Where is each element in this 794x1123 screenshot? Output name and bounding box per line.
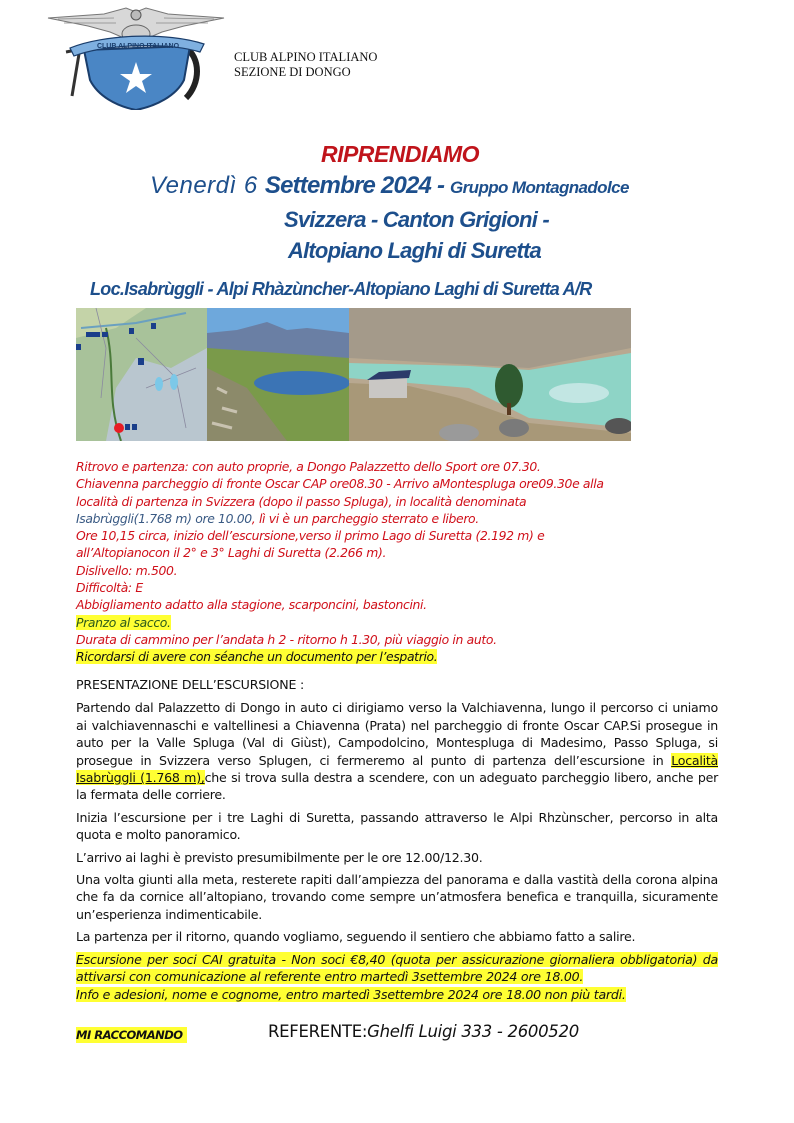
headline-text: RIPRENDIAMO bbox=[320, 141, 480, 167]
presentation-paragraph-return: La partenza per il ritorno, quando vogliamo, seguendo il sentiero che abbiamo fatto a salire. bbox=[76, 929, 636, 945]
route-map-image bbox=[76, 308, 207, 441]
turquoise-lake-hut-image bbox=[349, 308, 631, 441]
event-details bbox=[76, 458, 736, 666]
lake-valley-photo bbox=[207, 308, 349, 441]
plateau-lakes: all’Altopianocon il 2° e 3° Laghi di Suretta (2.266 m). bbox=[76, 545, 387, 561]
alpine-lake-image bbox=[207, 308, 349, 441]
start-point-highlight: Isabrùggli(1.768 m) ore 10.00 bbox=[76, 510, 252, 526]
elevation-gain: Dislivello: m.500. bbox=[76, 562, 178, 578]
photo-strip bbox=[76, 308, 631, 441]
organization-name bbox=[234, 50, 377, 80]
event-day: Venerdì 6 bbox=[150, 172, 265, 199]
presentation-paragraph-route bbox=[76, 699, 718, 803]
start-time bbox=[76, 510, 736, 527]
cai-eagle-shield-icon bbox=[44, 4, 228, 110]
route-text: Partendo dal Palazzetto di Dongo in auto ci dirigiamo verso la Valchiavenna, lungo il percorso ci uniamo ai valchiavennaschi e valtellinesi a Chiavenna (Prata) nel parcheggio di fronte Oscar CAP.Si prosegue in auto per la Valle Spluga (Val di Giùst), Campodolcino, Montespluga di Madesimo, Passo Spluga, si prosegue in Svizzera verso Splugen, ci fermeremo al punto di partenza dell’escursione in bbox=[76, 700, 718, 768]
clothing: Abbigliamento adatto alla stagione, scarponcini, bastoncini. bbox=[76, 597, 427, 613]
duration: Durata di cammino per l’andata h 2 - ritorno h 1.30, più viaggio in auto. bbox=[76, 631, 497, 647]
contact-referent bbox=[268, 1022, 579, 1041]
presentation-heading: PRESENTAZIONE DELL’ESCURSIONE : bbox=[76, 677, 305, 692]
event-region: Svizzera - Canton Grigioni - bbox=[284, 207, 549, 232]
document-reminder: Ricordarsi di avere con séanche un documento per l’espatrio. bbox=[76, 649, 438, 665]
fee-notice bbox=[76, 951, 718, 986]
event-month-year: Settembre 2024 - bbox=[264, 172, 451, 199]
event-group: Gruppo Montagnadolce bbox=[450, 178, 629, 197]
referent-name-phone: Ghelfi Luigi 333 - 2600520 bbox=[367, 1022, 579, 1041]
headline bbox=[0, 141, 794, 168]
fee-notice-text: Escursione per soci CAI gratuita - Non soci €8,40 (quota per assicurazione giornaliera obbligatoria) da attivarsi con comunicazione al referente entro martedì 3settembre 2024 ore 18.00. bbox=[76, 951, 718, 985]
chiavenna-stop: Chiavenna parcheggio di fronte Oscar CAP ore08.30 - Arrivo aMontespluga ore09.30e alla bbox=[76, 476, 604, 492]
logo-banner-text: CLUB ALPINO ITALIANO bbox=[96, 43, 180, 50]
registration-notice bbox=[76, 986, 718, 1003]
presentation-paragraph-arrival: L’arrivo ai laghi è previsto presumibilmente per le ore 12.00/12.30. bbox=[76, 849, 483, 865]
hike-presentation bbox=[76, 676, 718, 1008]
mi-raccomando-label: MI RACCOMANDO bbox=[76, 1027, 187, 1043]
route-text-end: che si trova sulla destra a scendere, con un adeguato parcheggio libero, anche per la fermata delle corriere. bbox=[76, 770, 718, 803]
registration-notice-text: Info e adesioni, nome e cognome, entro martedì 3settembre 2024 ore 18.00 non più tardi. bbox=[76, 986, 626, 1002]
start-location-highlight: Località Isabrùggli (1.768 m), bbox=[76, 752, 718, 786]
presentation-paragraph-lakes: Inizia l’escursione per i tre Laghi di Suretta, passando attraverso le Alpi Rhzùnscher, percorso in alta quota e molto panoramico. bbox=[76, 809, 718, 843]
meeting-point: Ritrovo e partenza: con auto proprie, a Dongo Palazzetto dello Sport ore 07.30. bbox=[76, 459, 541, 474]
org-line-2: SEZIONE DI DONGO bbox=[234, 65, 351, 79]
route-subtitle: Loc.Isabrùggli - Alpi Rhàzùncher-Altopiano Laghi di Suretta A/R bbox=[90, 279, 592, 299]
presentation-paragraph-panorama: Una volta giunti alla meta, resterete rapiti dall’ampiezza del panorama e dalla vastità della corona alpina che fa da cornice all’altopiano, trovando come sempre un’atmosfera benefica e tranquilla, sicuramente un’esperienza indimenticabile. bbox=[76, 872, 718, 922]
difficulty: Difficoltà: E bbox=[76, 580, 143, 596]
hike-start: Ore 10,15 circa, inizio dell’escursione,verso il primo Lago di Suretta (2.192 m) e bbox=[76, 528, 545, 544]
packed-lunch: Pranzo al sacco. bbox=[76, 614, 171, 630]
map-photo bbox=[76, 308, 207, 441]
hut-lake-photo bbox=[349, 308, 631, 441]
referent-label: REFERENTE: bbox=[268, 1022, 368, 1041]
org-line-1: CLUB ALPINO ITALIANO bbox=[234, 50, 378, 64]
event-destination: Altopiano Laghi di Suretta bbox=[288, 238, 541, 263]
departure-location: località di partenza in Svizzera (dopo il passo Spluga), in località denominata bbox=[76, 493, 527, 509]
event-date bbox=[150, 172, 629, 200]
cai-logo bbox=[44, 4, 228, 110]
parking-note: , lì vi è un parcheggio sterrato e libero. bbox=[251, 510, 479, 526]
